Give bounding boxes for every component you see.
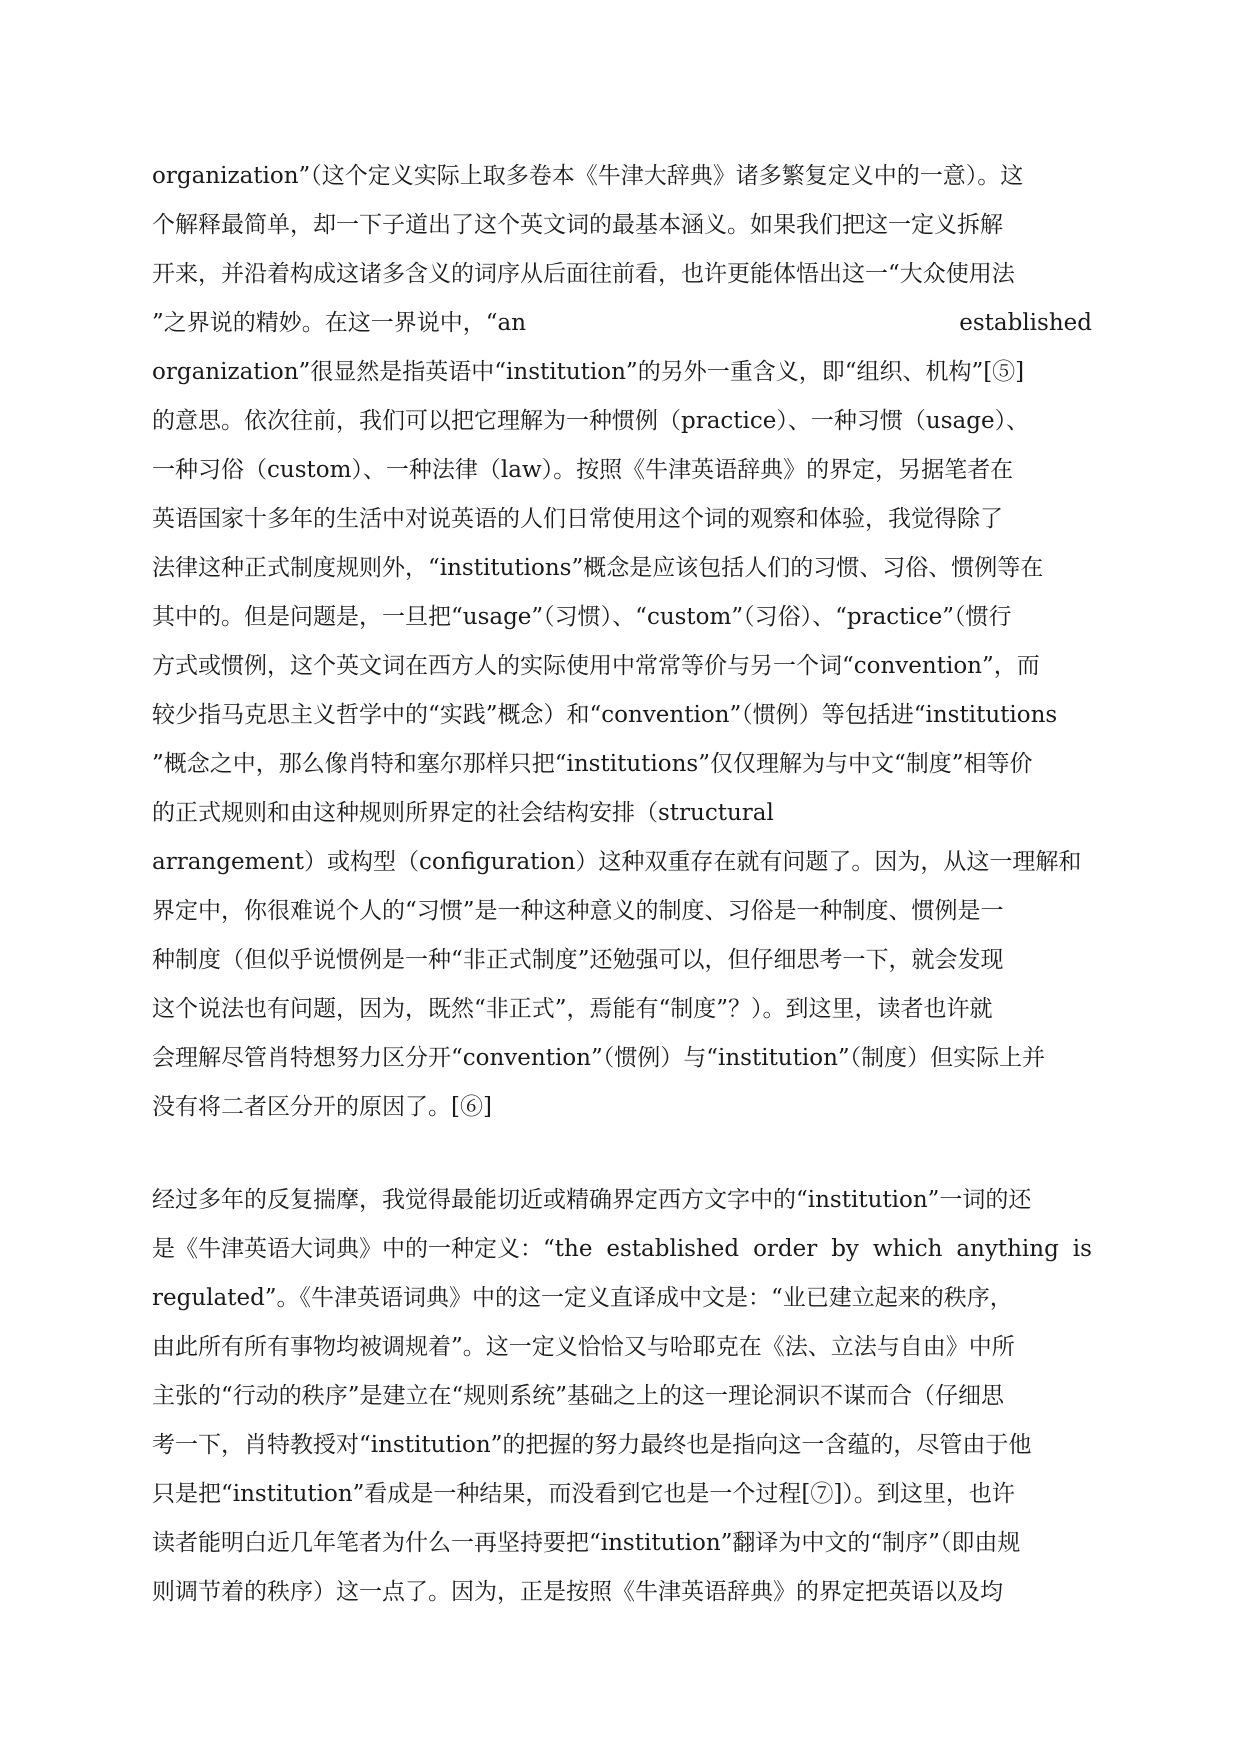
paragraph-2 <box>152 1176 1092 1617</box>
text-line: 方式或惯例，这个英文词在西方人的实际使用中常常等价与另一个词“convention”，而 <box>152 653 1040 679</box>
text-word: established <box>606 1236 740 1262</box>
text-line: 法律这种正式制度规则外，“institutions”概念是应该包括人们的习惯、习俗、惯例等在 <box>152 555 1044 581</box>
text-line: 这个说法也有问题，因为，既然“非正式”，焉能有“制度”？）。到这里，读者也许就 <box>152 996 993 1022</box>
text-line: 由此所有所有事物均被调规着”。这一定义恰恰又与哈耶克在《法、立法与自由》中所 <box>152 1334 1015 1360</box>
text-line: 界定中，你很难说个人的“习惯”是一种这种意义的制度、习俗是一种制度、惯例是一 <box>152 898 1004 924</box>
text-line: 开来，并沿着构成这诸多含义的词序从后面往前看，也许更能体悟出这一“大众使用法 <box>152 261 1015 287</box>
text-line: regulated”。《牛津英语词典》中的这一定义直译成中文是：“业已建立起来的秩序， <box>152 1285 1013 1311</box>
text-word: 是《牛津英语大词典》中的一种定义：“the <box>152 1236 593 1262</box>
text-word: which <box>872 1236 943 1262</box>
text-word: by <box>831 1236 859 1262</box>
text-line: 读者能明白近几年笔者为什么一再坚持要把“institution”翻译为中文的“制序”（即由规 <box>152 1530 1021 1556</box>
text-line: 的正式规则和由这种规则所界定的社会结构安排（structural <box>152 800 774 826</box>
text-line: organization”很显然是指英语中“institution”的另外一重含义，即“组织、机构”[⑤] <box>152 359 1025 385</box>
text-line: 的意思。依次往前，我们可以把它理解为一种惯例（practice）、一种习惯（usage）、 <box>152 408 1030 434</box>
text-line: 主张的“行动的秩序”是建立在“规则系统”基础之上的这一理论洞识不谋而合（仔细思 <box>152 1383 1005 1409</box>
text-word: is <box>1072 1236 1092 1262</box>
text-line: 则调节着的秩序）这一点了。因为，正是按照《牛津英语辞典》的界定把英语以及均 <box>152 1579 1003 1605</box>
text-line: arrangement）或构型（configuration）这种双重存在就有问题了。因为，从这一理解和 <box>152 849 1082 875</box>
text-word: order <box>753 1236 818 1262</box>
text-line-right: established <box>959 310 1092 336</box>
paragraph-1 <box>152 152 1092 1132</box>
text-line: 一种习俗（custom）、一种法律（law）。按照《牛津英语辞典》的界定，另据笔者在 <box>152 457 1014 483</box>
text-word: anything <box>956 1236 1059 1262</box>
text-line: organization”（这个定义实际上取多卷本《牛津大辞典》诸多繁复定义中的一意）。这 <box>152 163 1024 189</box>
text-line: 会理解尽管肖特想努力区分开“convention”（惯例）与“institution”（制度）但实际上并 <box>152 1045 1046 1071</box>
text-line: 考一下，肖特教授对“institution”的把握的努力最终也是指向这一含蕴的，尽管由于他 <box>152 1432 1032 1458</box>
text-line: 个解释最简单，却一下子道出了这个英文词的最基本涵义。如果我们把这一定义拆解 <box>152 212 1003 238</box>
text-line: ”概念之中，那么像肖特和塞尔那样只把“institutions”仅仅理解为与中文“制度”相等价 <box>152 751 1033 777</box>
text-line: 没有将二者区分开的原因了。[⑥] <box>152 1094 492 1120</box>
text-line: 其中的。但是问题是，一旦把“usage”（习惯）、“custom”（习俗）、“practice”（惯行 <box>152 604 1012 630</box>
text-line-left: ”之界说的精妙。在这一界说中，“an <box>152 310 527 336</box>
text-line: 英语国家十多年的生活中对说英语的人们日常使用这个词的观察和体验，我觉得除了 <box>152 506 1003 532</box>
text-line <box>152 1225 1092 1274</box>
text-line: 较少指马克思主义哲学中的“实践”概念）和“convention”（惯例）等包括进“institutions <box>152 702 1058 728</box>
text-line: 种制度（但似乎说惯例是一种“非正式制度”还勉强可以，但仔细思考一下，就会发现 <box>152 947 1004 973</box>
text-line: 只是把“institution”看成是一种结果，而没看到它也是一个过程[⑦]）。到这里，也许 <box>152 1481 1015 1507</box>
text-line <box>152 299 1092 348</box>
text-line: 经过多年的反复揣摩，我觉得最能切近或精确界定西方文字中的“institution”一词的还 <box>152 1187 1032 1213</box>
